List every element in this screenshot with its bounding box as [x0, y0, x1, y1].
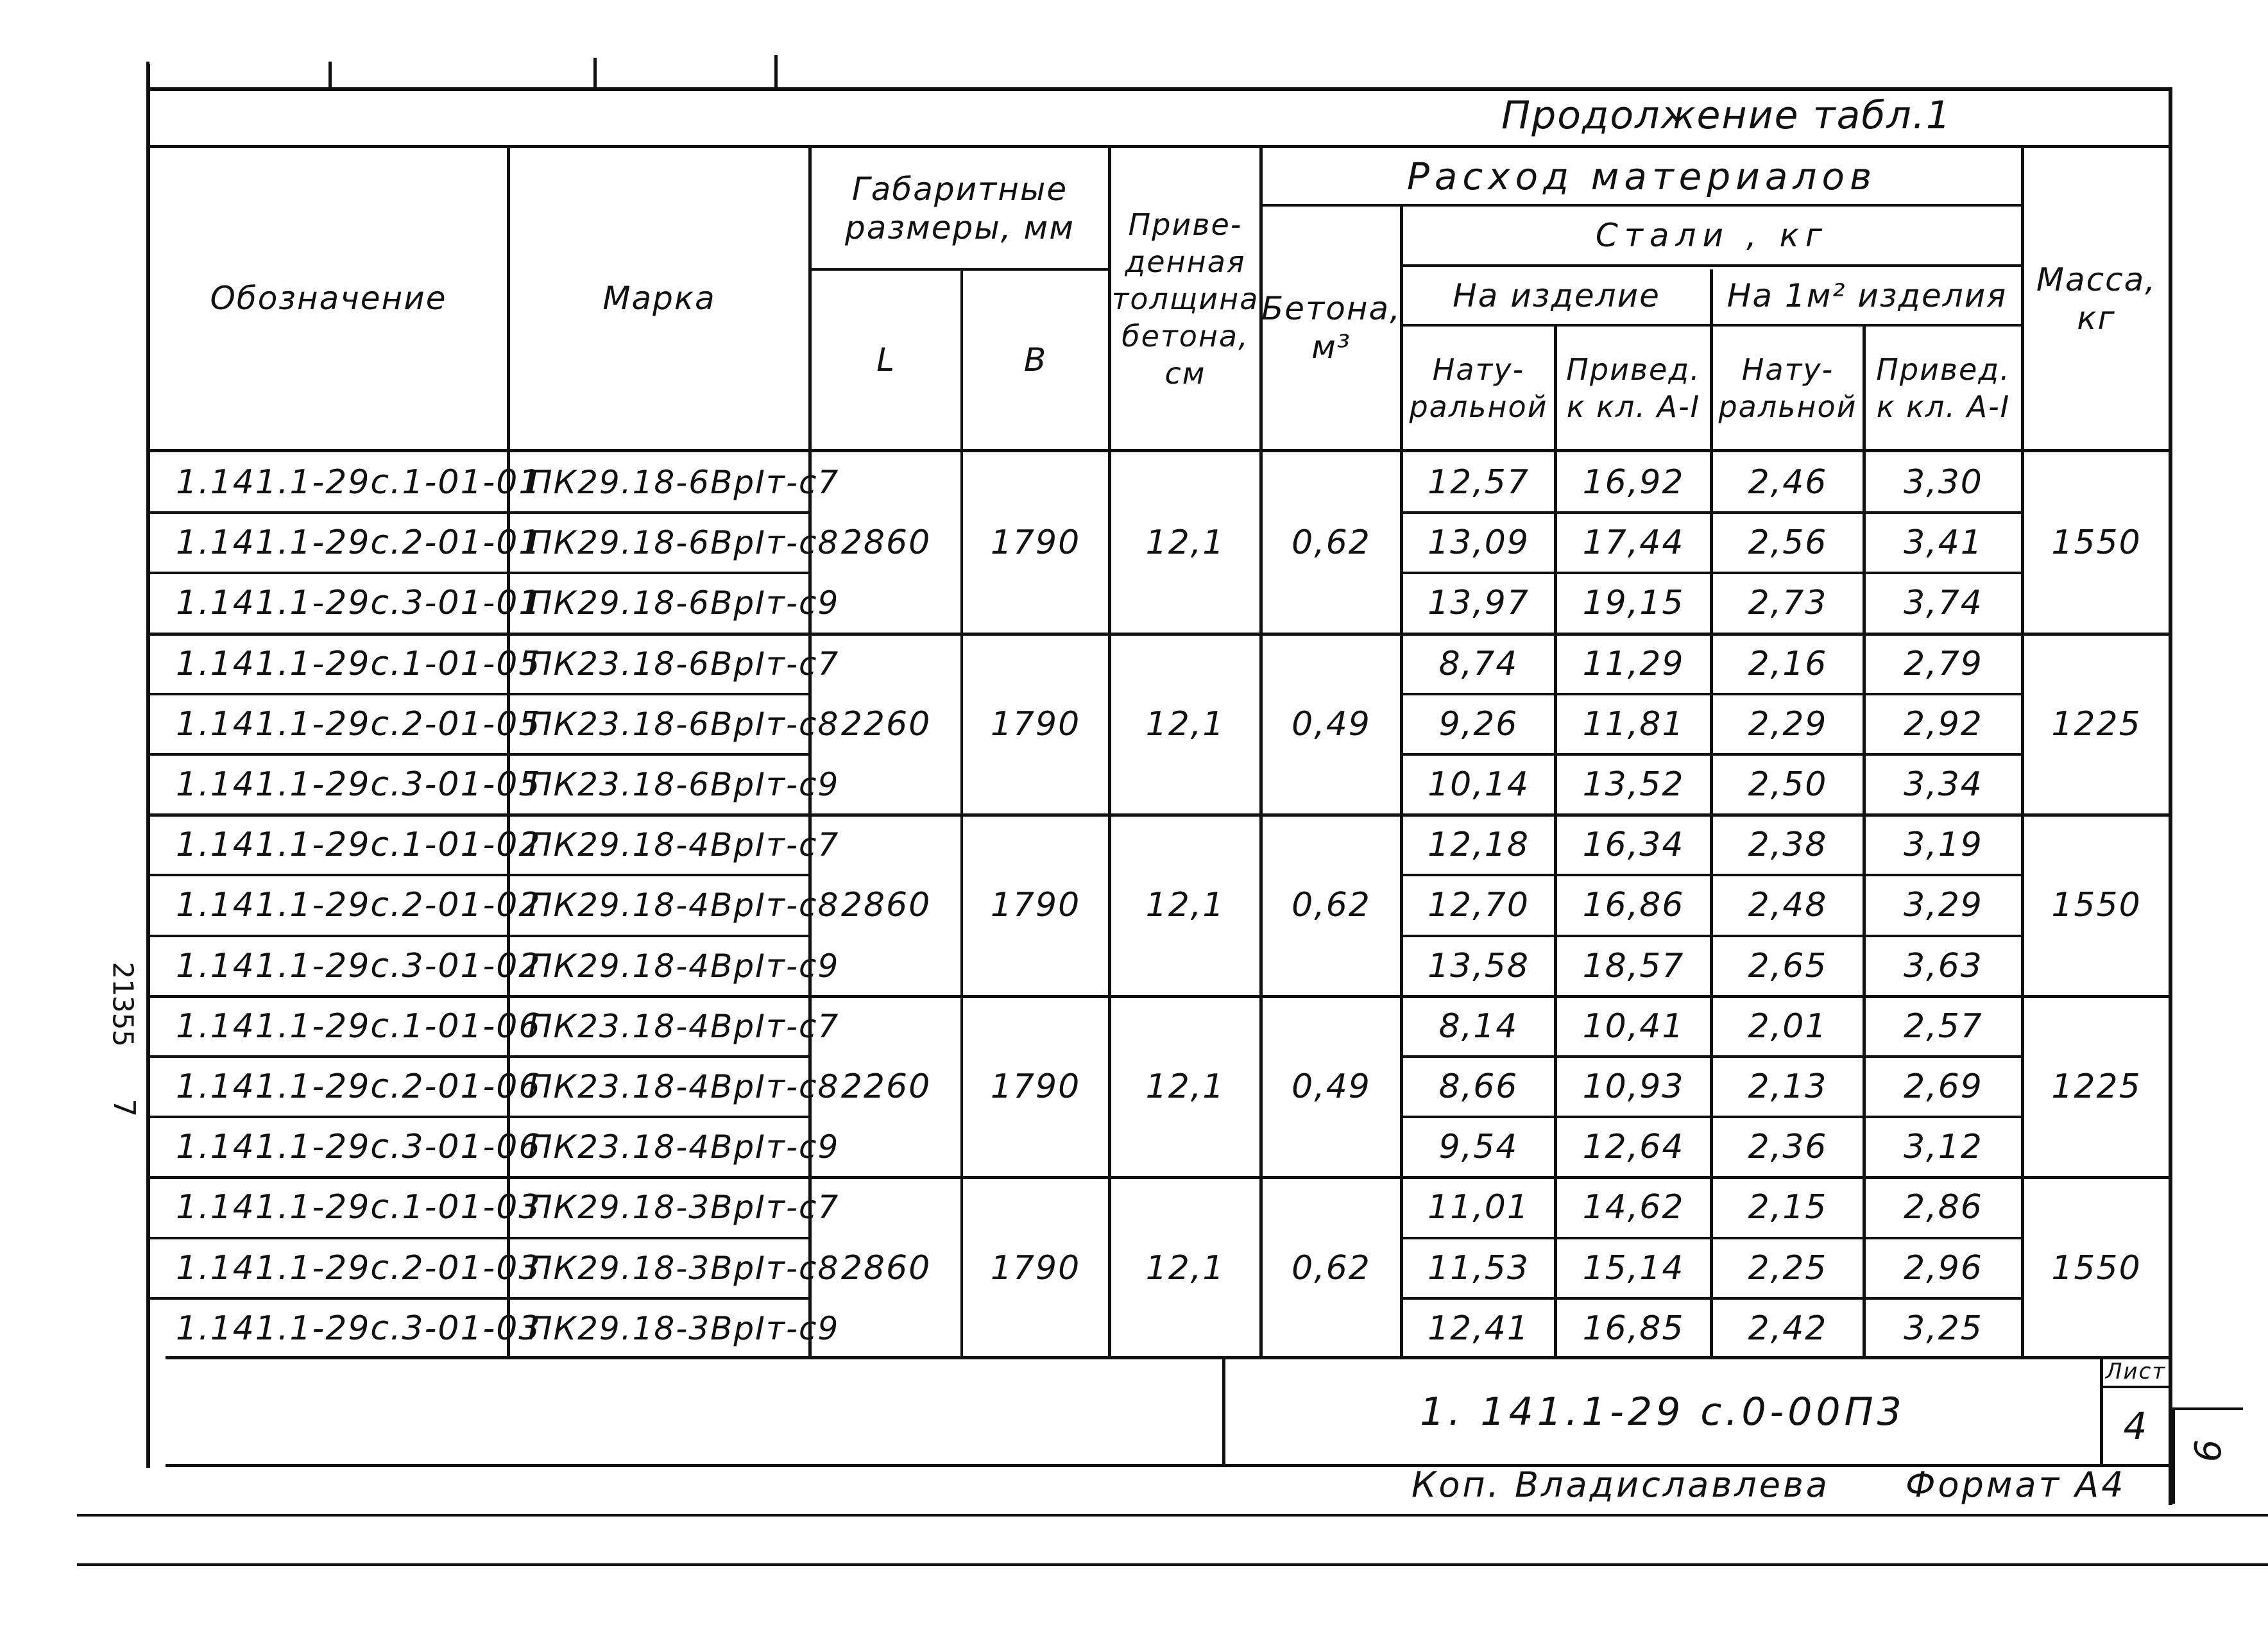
- row-reduced-m2: [1866, 936, 2021, 996]
- group-thickness: [1111, 1177, 1259, 1359]
- row-natural-m2-text: 2,36: [1748, 1128, 1828, 1167]
- row-reduced-m2-text: 3,19: [1904, 826, 1983, 865]
- row-designation: [150, 1117, 541, 1177]
- row-natural-m2: [1713, 634, 1863, 694]
- group-thickness: [1111, 996, 1259, 1178]
- row-natural-text: 11,53: [1428, 1249, 1530, 1288]
- row-reduced: [1557, 815, 1710, 875]
- row-natural-text: 13,97: [1428, 584, 1530, 623]
- row-designation: [150, 754, 541, 815]
- frame-bottom-line: [166, 1464, 2172, 1467]
- row-reduced-m2-text: 2,69: [1904, 1067, 1983, 1107]
- row-mark-text: ПК29.18-4ВрIт-с7: [528, 826, 840, 864]
- header-natural-m2: Нату-ральной: [1718, 352, 1857, 424]
- row-natural-text: 10,14: [1428, 765, 1530, 804]
- row-natural-m2: [1713, 573, 1863, 633]
- row-mark-text: ПК23.18-6ВрIт-с9: [528, 766, 840, 804]
- group-dim-l-text: 2260: [840, 704, 932, 744]
- row-mark-text: ПК29.18-4ВрIт-с8: [528, 887, 840, 924]
- row-designation-text: 1.141.1-29с.2-01-01: [176, 523, 541, 563]
- row-mark-text: ПК29.18-6ВрIт-с8: [528, 524, 840, 562]
- row-reduced-m2-text: 3,12: [1904, 1128, 1983, 1167]
- row-reduced: [1557, 875, 1710, 935]
- group-thickness-text: 12,1: [1145, 523, 1225, 563]
- row-mark-text: ПК29.18-3ВрIт-с9: [528, 1310, 840, 1348]
- row-natural-m2-text: 2,29: [1748, 705, 1828, 744]
- row-natural: [1403, 875, 1554, 935]
- row-designation-text: 1.141.1-29с.3-01-03: [176, 1309, 541, 1348]
- row-reduced-m2: [1866, 1117, 2021, 1177]
- group-dim-b: [963, 634, 1108, 815]
- row-natural-text: 12,41: [1428, 1309, 1530, 1348]
- row-mark-text: ПК29.18-3ВрIт-с7: [528, 1189, 840, 1227]
- group-concrete-text: 0,62: [1292, 523, 1371, 563]
- row-mark: [510, 1238, 840, 1298]
- row-reduced-m2: [1866, 1298, 2021, 1359]
- group-concrete: [1263, 815, 1400, 996]
- group-concrete-text: 0,49: [1292, 704, 1371, 744]
- row-reduced-m2: [1866, 452, 2021, 513]
- group-concrete-text: 0,62: [1292, 886, 1371, 925]
- row-natural: [1403, 1177, 1554, 1237]
- group-thickness: [1111, 452, 1259, 634]
- row-natural-m2: [1713, 815, 1863, 875]
- row-natural: [1403, 1117, 1554, 1177]
- row-reduced-text: 16,34: [1582, 826, 1685, 865]
- row-natural-text: 13,09: [1428, 523, 1530, 563]
- row-natural: [1403, 936, 1554, 996]
- row-designation: [150, 513, 541, 573]
- group-dim-b-text: 1790: [990, 523, 1081, 563]
- row-reduced-m2: [1866, 513, 2021, 573]
- row-mark: [510, 513, 840, 573]
- row-reduced: [1557, 513, 1710, 573]
- row-reduced-text: 15,14: [1582, 1249, 1685, 1288]
- row-designation: [150, 1177, 541, 1237]
- row-reduced-text: 14,62: [1582, 1188, 1685, 1227]
- row-natural-m2-text: 2,42: [1748, 1309, 1828, 1348]
- row-reduced-m2-text: 2,96: [1904, 1249, 1983, 1288]
- row-natural-m2: [1713, 694, 1863, 754]
- row-mark-text: ПК23.18-6ВрIт-с8: [528, 706, 840, 744]
- row-designation: [150, 1238, 541, 1298]
- row-reduced-m2-text: 3,29: [1904, 886, 1983, 925]
- row-mark: [510, 875, 840, 935]
- margin-letter: 7: [107, 1099, 142, 1117]
- header-mass: Масса, кг: [2036, 261, 2157, 337]
- row-natural-m2-text: 2,73: [1748, 584, 1828, 623]
- row-natural-m2-text: 2,15: [1748, 1188, 1828, 1227]
- row-mark-text: ПК23.18-4ВрIт-с8: [528, 1068, 840, 1106]
- row-mark: [510, 754, 840, 815]
- row-reduced: [1557, 452, 1710, 513]
- row-reduced-m2: [1866, 754, 2021, 815]
- row-designation-text: 1.141.1-29с.2-01-05: [176, 705, 541, 744]
- doc-code: 1. 141.1-29 с.0-00П3: [1420, 1389, 1906, 1434]
- header-dim-l: L: [876, 341, 896, 378]
- row-natural-m2-text: 2,01: [1748, 1007, 1828, 1046]
- row-reduced: [1557, 1177, 1710, 1237]
- row-mark-text: ПК23.18-4ВрIт-с9: [528, 1128, 840, 1166]
- row-reduced-m2: [1866, 1238, 2021, 1298]
- row-reduced-text: 19,15: [1582, 584, 1685, 623]
- group-dim-l-text: 2260: [840, 1067, 932, 1107]
- group-thickness-text: 12,1: [1145, 886, 1225, 925]
- group-mass-text: 1550: [2051, 1248, 2142, 1288]
- row-natural-text: 12,70: [1428, 886, 1530, 925]
- row-mark: [510, 634, 840, 694]
- row-natural-text: 12,18: [1428, 826, 1530, 865]
- row-reduced: [1557, 936, 1710, 996]
- group-dim-b: [963, 452, 1108, 634]
- sheet-label: Лист: [2105, 1359, 2167, 1384]
- row-natural-m2: [1713, 1238, 1863, 1298]
- row-designation: [150, 452, 541, 513]
- table-caption: Продолжение табл.1: [1501, 93, 1952, 138]
- group-dim-b-text: 1790: [990, 704, 1081, 744]
- row-reduced-text: 16,85: [1582, 1309, 1685, 1348]
- row-reduced-m2-text: 2,79: [1904, 645, 1983, 684]
- row-reduced-text: 16,92: [1582, 463, 1685, 502]
- row-designation-text: 1.141.1-29с.1-01-03: [176, 1188, 541, 1227]
- group-mass-text: 1550: [2051, 523, 2142, 563]
- row-reduced-m2-text: 3,74: [1904, 584, 1983, 623]
- row-designation-text: 1.141.1-29с.2-01-02: [176, 886, 541, 925]
- row-mark-text: ПК29.18-6ВрIт-с7: [528, 464, 840, 502]
- group-thickness: [1111, 815, 1259, 996]
- row-mark-text: ПК29.18-3ВрIт-с8: [528, 1250, 840, 1288]
- row-mark: [510, 1057, 840, 1117]
- row-reduced-m2: [1866, 1057, 2021, 1117]
- header-mark: Марка: [602, 280, 716, 317]
- row-natural-text: 11,01: [1428, 1188, 1530, 1227]
- row-designation-text: 1.141.1-29с.3-01-02: [176, 947, 541, 986]
- row-natural-text: 9,26: [1438, 705, 1519, 744]
- row-reduced-m2: [1866, 996, 2021, 1057]
- row-reduced-m2: [1866, 694, 2021, 754]
- row-mark: [510, 452, 840, 513]
- row-mark-text: ПК29.18-4ВрIт-с9: [528, 948, 840, 985]
- corner-number: 9: [2185, 1439, 2228, 1464]
- row-designation-text: 1.141.1-29с.1-01-05: [176, 645, 541, 684]
- row-designation: [150, 936, 541, 996]
- row-mark-text: ПК23.18-6ВрIт-с7: [528, 645, 840, 683]
- row-designation-text: 1.141.1-29с.1-01-06: [176, 1007, 541, 1046]
- row-designation: [150, 815, 541, 875]
- row-designation: [150, 996, 541, 1057]
- row-natural-text: 9,54: [1438, 1128, 1519, 1167]
- row-reduced: [1557, 634, 1710, 694]
- row-natural-m2: [1713, 996, 1863, 1057]
- row-reduced-text: 11,81: [1582, 705, 1685, 744]
- row-natural: [1403, 996, 1554, 1057]
- row-reduced: [1557, 1238, 1710, 1298]
- row-reduced-text: 16,86: [1582, 886, 1685, 925]
- row-mark: [510, 1117, 840, 1177]
- row-reduced-m2: [1866, 875, 2021, 935]
- row-natural-m2: [1713, 452, 1863, 513]
- group-concrete: [1263, 452, 1400, 634]
- row-natural-m2: [1713, 936, 1863, 996]
- row-reduced: [1557, 694, 1710, 754]
- row-natural: [1403, 1238, 1554, 1298]
- row-designation: [150, 1298, 541, 1359]
- group-concrete: [1263, 996, 1400, 1178]
- row-natural-m2: [1713, 1057, 1863, 1117]
- group-thickness: [1111, 634, 1259, 815]
- row-natural-m2: [1713, 1117, 1863, 1177]
- page-line-2: [77, 1563, 2268, 1566]
- group-dim-b: [963, 1177, 1108, 1359]
- row-natural-m2-text: 2,38: [1748, 826, 1828, 865]
- row-reduced-m2-text: 3,30: [1904, 463, 1983, 502]
- row-reduced-m2-text: 2,57: [1904, 1007, 1983, 1046]
- group-thickness-text: 12,1: [1145, 1067, 1225, 1107]
- group-concrete-text: 0,49: [1292, 1067, 1371, 1107]
- row-reduced-text: 12,64: [1582, 1128, 1685, 1167]
- row-natural: [1403, 754, 1554, 815]
- row-natural: [1403, 1298, 1554, 1359]
- header-steel: Стали , кг: [1595, 217, 1829, 254]
- header-per-m2: На 1м² изделия: [1727, 276, 2008, 314]
- group-dim-b: [963, 815, 1108, 996]
- row-reduced-m2-text: 2,86: [1904, 1188, 1983, 1227]
- row-natural-m2-text: 2,16: [1748, 645, 1828, 684]
- row-natural-m2-text: 2,56: [1748, 523, 1828, 563]
- row-natural-text: 12,57: [1428, 463, 1530, 502]
- group-dim-b-text: 1790: [990, 1067, 1081, 1107]
- header-materials: Расход материалов: [1406, 155, 1877, 198]
- row-natural-m2-text: 2,25: [1748, 1249, 1828, 1288]
- copied-by: Коп. Владиславлева: [1411, 1465, 1830, 1505]
- row-natural-text: 8,74: [1438, 645, 1519, 684]
- row-natural: [1403, 1057, 1554, 1117]
- row-natural-text: 8,14: [1438, 1007, 1519, 1046]
- row-natural-m2: [1713, 513, 1863, 573]
- row-reduced: [1557, 996, 1710, 1057]
- edge-right-short: [2172, 1407, 2243, 1410]
- row-natural: [1403, 452, 1554, 513]
- row-natural: [1403, 573, 1554, 633]
- header-natural-item: Нату-ральной: [1409, 352, 1548, 424]
- format-label: Формат А4: [1906, 1465, 2126, 1505]
- header-concrete: Бетона, м³: [1261, 290, 1402, 366]
- row-natural-m2-text: 2,48: [1748, 886, 1828, 925]
- row-reduced-text: 17,44: [1582, 523, 1685, 563]
- header-reduced-m2: Привед. к кл. А-I: [1876, 352, 2011, 424]
- group-mass-text: 1225: [2051, 1067, 2142, 1107]
- row-reduced-m2-text: 3,25: [1904, 1309, 1983, 1348]
- row-designation-text: 1.141.1-29с.2-01-03: [176, 1249, 541, 1288]
- group-dim-l-text: 2860: [840, 886, 932, 925]
- row-mark: [510, 1177, 840, 1237]
- row-reduced: [1557, 573, 1710, 633]
- frame-top-tick-2: [328, 62, 332, 91]
- header-reduced-item: Привед. к кл. А-I: [1566, 352, 1701, 424]
- row-mark-text: ПК23.18-4ВрIт-с7: [528, 1008, 840, 1046]
- row-mark: [510, 815, 840, 875]
- group-mass: [2024, 1177, 2169, 1359]
- row-mark: [510, 573, 840, 633]
- header-designation: Обозначение: [210, 280, 447, 317]
- row-reduced-m2-text: 3,63: [1904, 947, 1983, 986]
- row-mark: [510, 694, 840, 754]
- group-dim-l-text: 2860: [840, 523, 932, 563]
- row-reduced-m2-text: 3,34: [1904, 765, 1983, 804]
- group-mass: [2024, 634, 2169, 815]
- row-mark: [510, 936, 840, 996]
- row-reduced-m2: [1866, 573, 2021, 633]
- group-mass-text: 1550: [2051, 886, 2142, 925]
- frame-top-tick-3: [593, 58, 597, 91]
- header-dim-b: B: [1023, 341, 1048, 378]
- row-mark: [510, 1298, 840, 1359]
- row-reduced: [1557, 754, 1710, 815]
- row-natural-text: 8,66: [1438, 1067, 1519, 1107]
- row-natural-m2: [1713, 754, 1863, 815]
- group-thickness-text: 12,1: [1145, 1248, 1225, 1288]
- frame-top-tick-4: [774, 55, 778, 91]
- row-reduced-m2: [1866, 634, 2021, 694]
- group-dim-b-text: 1790: [990, 1248, 1081, 1288]
- row-natural-m2: [1713, 875, 1863, 935]
- row-reduced: [1557, 1057, 1710, 1117]
- row-mark-text: ПК29.18-6ВрIт-с9: [528, 584, 840, 622]
- row-designation-text: 1.141.1-29с.3-01-06: [176, 1128, 541, 1167]
- row-natural-m2: [1713, 1177, 1863, 1237]
- header-reduced-thickness: Приве-денная толщина бетона, см: [1111, 207, 1259, 391]
- group-mass: [2024, 996, 2169, 1178]
- sheet-number: 4: [2123, 1404, 2149, 1448]
- row-natural: [1403, 513, 1554, 573]
- row-natural: [1403, 815, 1554, 875]
- row-reduced-text: 10,41: [1582, 1007, 1685, 1046]
- header-dimensions: Габаритные размеры, мм: [845, 171, 1075, 246]
- row-reduced-text: 13,52: [1582, 765, 1685, 804]
- row-designation-text: 1.141.1-29с.1-01-01: [176, 463, 541, 502]
- row-designation: [150, 875, 541, 935]
- row-reduced-text: 11,29: [1582, 645, 1685, 684]
- row-natural-m2: [1713, 1298, 1863, 1359]
- row-designation-text: 1.141.1-29с.2-01-06: [176, 1067, 541, 1107]
- row-reduced-m2: [1866, 1177, 2021, 1237]
- row-designation: [150, 694, 541, 754]
- row-reduced-m2-text: 3,41: [1904, 523, 1983, 563]
- row-designation-text: 1.141.1-29с.1-01-02: [176, 826, 541, 865]
- row-reduced: [1557, 1298, 1710, 1359]
- group-dim-l-text: 2860: [840, 1248, 932, 1288]
- row-natural-m2-text: 2,46: [1748, 463, 1828, 502]
- row-natural-m2-text: 2,50: [1748, 765, 1828, 804]
- row-reduced-m2: [1866, 815, 2021, 875]
- row-reduced-m2-text: 2,92: [1904, 705, 1983, 744]
- page-line-1: [77, 1514, 2268, 1517]
- group-concrete: [1263, 634, 1400, 815]
- row-designation: [150, 573, 541, 633]
- header-per-item: На изделие: [1453, 276, 1660, 314]
- row-natural: [1403, 694, 1554, 754]
- row-natural-m2-text: 2,65: [1748, 947, 1828, 986]
- row-designation-text: 1.141.1-29с.3-01-05: [176, 765, 541, 804]
- row-designation: [150, 634, 541, 694]
- row-reduced-text: 10,93: [1582, 1067, 1685, 1107]
- row-reduced-text: 18,57: [1582, 947, 1685, 986]
- group-mass-text: 1225: [2051, 704, 2142, 744]
- row-mark: [510, 996, 840, 1057]
- group-dim-b: [963, 996, 1108, 1178]
- row-natural-m2-text: 2,13: [1748, 1067, 1828, 1107]
- row-natural-text: 13,58: [1428, 947, 1530, 986]
- group-mass: [2024, 452, 2169, 634]
- row-reduced: [1557, 1117, 1710, 1177]
- row-designation: [150, 1057, 541, 1117]
- frame-right-line: [2169, 87, 2172, 1505]
- edge-right-vertical: [2172, 1407, 2175, 1504]
- group-concrete-text: 0,62: [1292, 1248, 1371, 1288]
- group-concrete: [1263, 1177, 1400, 1359]
- group-dim-b-text: 1790: [990, 886, 1081, 925]
- group-mass: [2024, 815, 2169, 996]
- row-designation-text: 1.141.1-29с.3-01-01: [176, 584, 541, 623]
- group-thickness-text: 12,1: [1145, 704, 1225, 744]
- row-natural: [1403, 634, 1554, 694]
- margin-number: 21355: [106, 962, 139, 1047]
